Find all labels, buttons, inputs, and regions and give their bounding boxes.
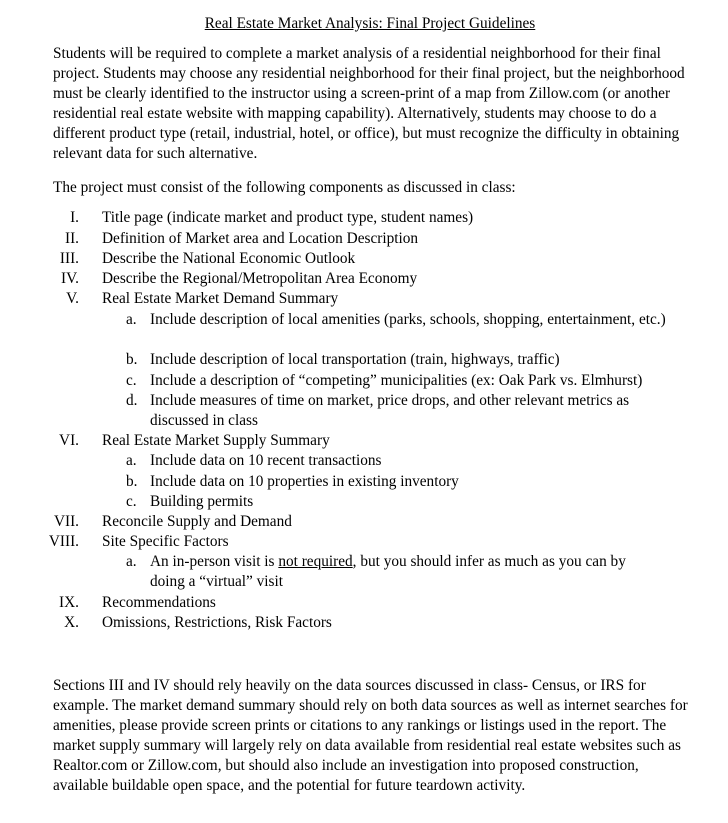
section-text: Reconcile Supply and Demand — [102, 513, 292, 530]
subitem-text: Building permits — [150, 493, 254, 510]
section-text: Site Specific Factors — [102, 533, 229, 550]
section-text: Definition of Market area and Location Description — [102, 230, 419, 247]
section-number: II. — [64, 230, 79, 247]
subitem-text — [150, 552, 660, 592]
subitem-letter: a. — [126, 553, 137, 570]
subitem-text: Include description of local transportation (train, highways, traffic) — [150, 351, 560, 368]
section-text: Title page (indicate market and product type, student names) — [102, 209, 474, 226]
subitem-text: Include data on 10 properties in existing inventory — [150, 473, 459, 490]
subitem-letter: a. — [126, 452, 137, 469]
subitem-letter: c. — [126, 372, 137, 389]
section-number: V. — [66, 290, 79, 307]
subitem-text: Include data on 10 recent transactions — [150, 452, 382, 469]
components-lead: The project must consist of the following components as discussed in class: — [53, 179, 516, 196]
section-number: III. — [59, 250, 79, 267]
section-number: I. — [70, 209, 79, 226]
subitem-letter: b. — [126, 351, 138, 368]
section-number: VIII. — [48, 533, 79, 550]
subitem-text: Include measures of time on market, price drops, and other relevant metrics as discussed in class — [150, 392, 630, 429]
section-text: Real Estate Market Supply Summary — [102, 432, 330, 449]
section-number: VI. — [59, 432, 79, 449]
subitem-letter: c. — [126, 493, 137, 510]
section-text: Real Estate Market Demand Summary — [102, 290, 339, 307]
section-number: X. — [64, 614, 79, 631]
closing-paragraph: Sections III and IV should rely heavily on the data sources discussed in class- Census, or IRS for example. The market demand summary should rely on both data sources as well as internet searches for amenities, please provide screen prints or citations to any rankings or listings used in the report. The market supply summary will largely rely on data available from residential real estate websites such as Realtor.com or Zillow.com, but should also include an investigation into proposed construction, available buildable open space, and the potential for future teardown activity. — [53, 677, 688, 794]
section-number: IX. — [59, 594, 79, 611]
section-text: Describe the Regional/Metropolitan Area Economy — [102, 270, 418, 287]
section-number: VII. — [53, 513, 79, 530]
not-required-emphasis: not required — [278, 553, 353, 570]
section-text: Describe the National Economic Outlook — [102, 250, 356, 267]
subitem-letter: d. — [126, 392, 138, 409]
section-text: Recommendations — [102, 594, 216, 611]
subitem-letter: a. — [126, 311, 137, 328]
subitem-text-before: An in-person visit is — [150, 553, 279, 570]
subitem-letter: b. — [126, 473, 138, 490]
subitem-text: Include description of local amenities (parks, schools, shopping, entertainment, etc.) — [150, 311, 666, 328]
subitem-text-after: , but you should infer as much as you can by doing a “virtual” visit — [150, 553, 626, 590]
document-title: Real Estate Market Analysis: Final Project Guidelines — [204, 15, 536, 32]
section-text: Omissions, Restrictions, Risk Factors — [102, 614, 332, 631]
intro-paragraph: Students will be required to complete a market analysis of a residential neighborhood for their final project. Students may choose any residential neighborhood for their final project, but the neighborhood must be clearly identified to the instructor using a screen-print of a map from Zillow.com (or another residential real estate website with mapping capability). Alternatively, students may choose to do a different product type (retail, industrial, hotel, or office), but must recognize the difficulty in obtaining relevant data for such alternative. — [53, 45, 685, 162]
section-number: IV. — [61, 270, 79, 287]
subitem-text: Include a description of “competing” municipalities (ex: Oak Park vs. Elmhurst) — [150, 372, 643, 389]
